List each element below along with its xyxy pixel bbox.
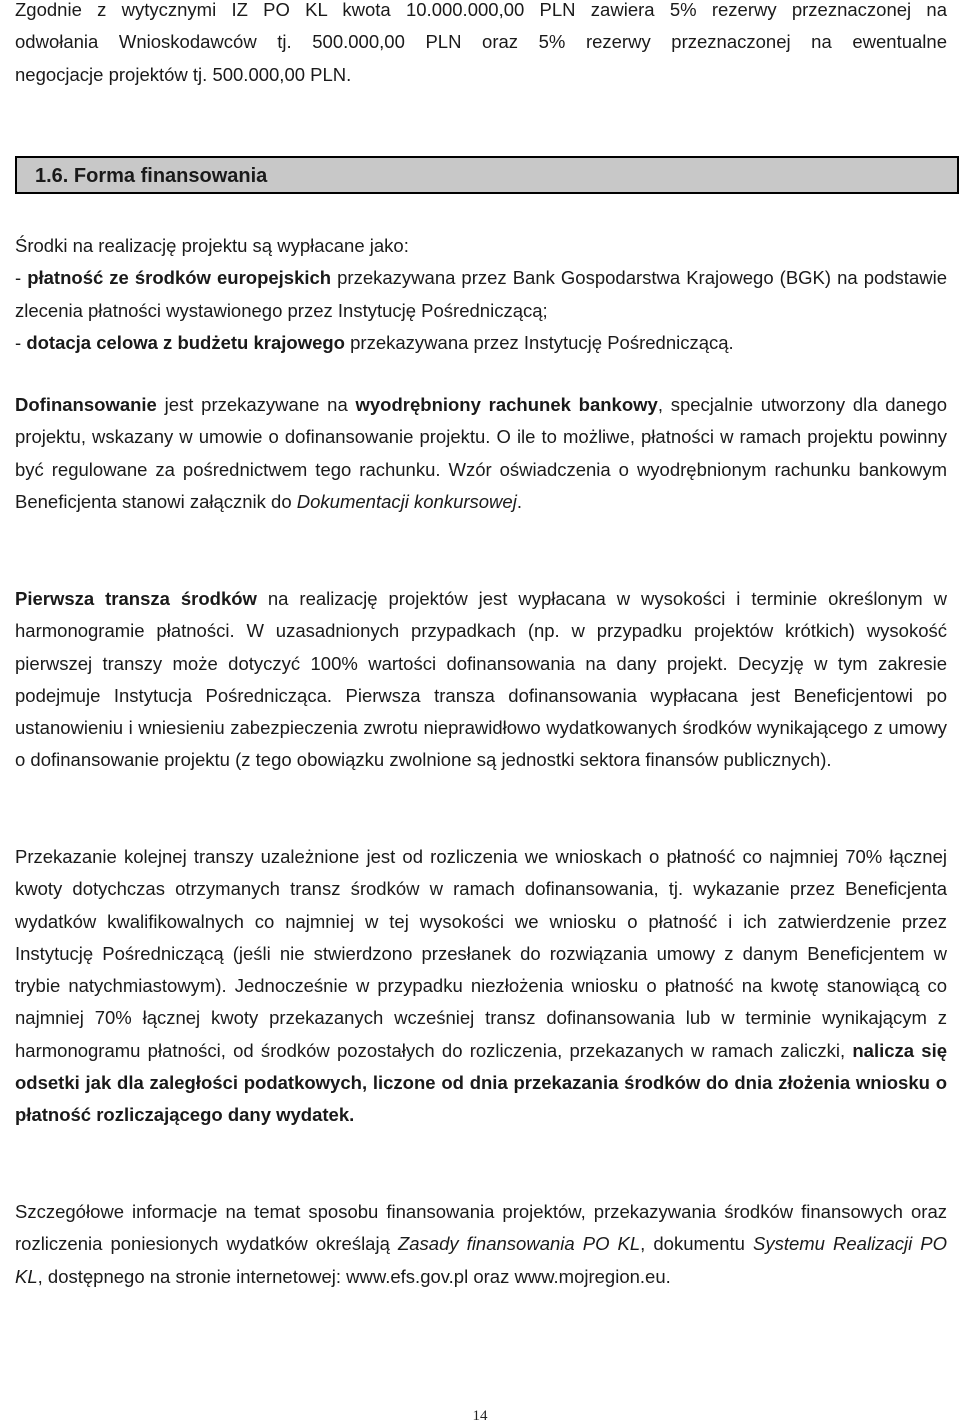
first-tranche-bold-1: Pierwsza transza środków	[15, 588, 257, 609]
cofinancing-bold-2: wyodrębniony rachunek bankowy	[355, 394, 658, 415]
section-heading-box	[15, 156, 959, 194]
funds-item-1-dash: -	[15, 267, 28, 289]
first-tranche-text	[15, 583, 947, 777]
section-title: 1.6. Forma finansowania	[35, 165, 268, 187]
page-number: 14	[472, 1408, 488, 1424]
funds-item-1-text: przekazywana przez Bank Gospodarstwa Krajowego (BGK) na podstawie zlecenia płatności wystawionego przez Instytucję Pośredniczącą;	[15, 267, 947, 321]
cofinancing-text	[15, 389, 947, 518]
next-tranche-paragraph	[15, 841, 947, 1132]
funds-item-2-bold: dotacja celowa z budżetu krajowego	[26, 331, 345, 353]
intro-line-1: Zgodnie z wytycznymi IZ PO KL kwota 10.000.000,00 PLN zawiera 5% rezerwy przeznaczonej na	[15, 0, 947, 20]
funds-item-1	[15, 262, 947, 327]
funds-paragraph	[15, 230, 947, 359]
first-tranche-paragraph	[15, 583, 947, 777]
cofinancing-end: .	[516, 490, 522, 512]
intro-line-3: negocjacje projektów tj. 500.000,00 PLN.	[15, 63, 352, 85]
funds-item-2	[15, 327, 947, 359]
funds-item-2-text: przekazywana przez Instytucję Pośredniczącą.	[345, 331, 734, 353]
details-italic-2: Systemu Realizacji PO KL	[15, 1233, 948, 1287]
details-italic-1: Zasady finansowania PO KL	[397, 1233, 641, 1255]
funds-item-2-dash: -	[15, 331, 27, 353]
cofinancing-text-1: jest przekazywane na	[156, 394, 356, 415]
details-text-3: , dostępnego na stronie internetowej: www.efs.gov.pl oraz www.mojregion.eu.	[37, 1265, 671, 1287]
cofinancing-paragraph	[15, 389, 947, 518]
next-tranche-text	[15, 841, 947, 1132]
first-tranche-text-1: na realizację projektów jest wypłacana w wysokości i terminie określonym w harmonogramie płatności. W uzasadnionych przypadkach (np. w przypadku projektów krótkich) wysokość pierwszej transzy może dotyczyć 100% wartości dofinansowania na dany projekt. Decyzję w tym zakresie podejmuje Instytucja Pośrednicząca. Pierwsza transza dofinansowania wypłacana jest Beneficjentowi po ustanowieniu i wniesieniu zabezpieczenia zwrotu nieprawidłowo wydatkowanych środków wynikającego z umowy o dofinansowanie projektu (z tego obowiązku zwolnione są jednostki sektora finansów publicznych).	[15, 588, 948, 771]
funds-lead: Środki na realizację projektu są wypłacane jako:	[15, 235, 409, 256]
details-text-2: , dokumentu	[640, 1233, 753, 1255]
next-tranche-bold-1: nalicza się odsetki jak dla zaległości podatkowych, liczone od dnia przekazania środków do dnia złożenia wniosku o płatność rozliczającego dany wydatek.	[15, 1039, 948, 1126]
cofinancing-bold-1: Dofinansowanie	[15, 394, 157, 415]
details-paragraph	[15, 1196, 947, 1293]
cofinancing-text-2: , specjalnie utworzony dla danego projektu, wskazany w umowie o dofinansowanie projektu. O ile to możliwe, płatności w ramach projektu powinny być regulowane za pośrednictwem tego rachunku. Wzór oświadczenia o wyodrębnionym rachunku bankowym Beneficjenta stanowi załącznik do	[15, 394, 947, 512]
intro-line-2: odwołania Wnioskodawców tj. 500.000,00 PLN oraz 5% rezerwy przeznaczonej na ewentualne	[15, 31, 947, 53]
next-tranche-text-1: Przekazanie kolejnej transzy uzależnione jest od rozliczenia we wnioskach o płatność co najmniej 70% łącznej kwoty dotychczas otrzymanych transz środków w ramach dofinansowania, tj. wykazanie przez Beneficjenta wydatków kwalifikowalnych co najmniej w tej wysokości we wniosku o płatność i ich zatwierdzenie przez Instytucję Pośredniczącą (jeśli nie stwierdzono przesłanek do rozwiązania umowy z danym Beneficjentem w trybie natychmiastowym). Jednocześnie w przypadku niezłożenia wniosku o płatność na kwotę stanowiącą co najmniej 70% łącznej kwoty przekazanych wcześniej transz dofinansowania lub w terminie wynikającym z harmonogramu płatności, od środków pozostałych do rozliczenia, przekazanych w ramach zaliczki,	[15, 846, 947, 1061]
details-text-1: Szczegółowe informacje na temat sposobu finansowania projektów, przekazywania środków finansowych oraz rozliczenia poniesionych wydatków określają	[15, 1201, 947, 1255]
funds-item-1-bold: płatność ze środków europejskich	[27, 267, 332, 289]
cofinancing-italic-1: Dokumentacji konkursowej	[296, 490, 517, 512]
intro-paragraph	[15, 0, 947, 91]
details-text	[15, 1196, 947, 1293]
